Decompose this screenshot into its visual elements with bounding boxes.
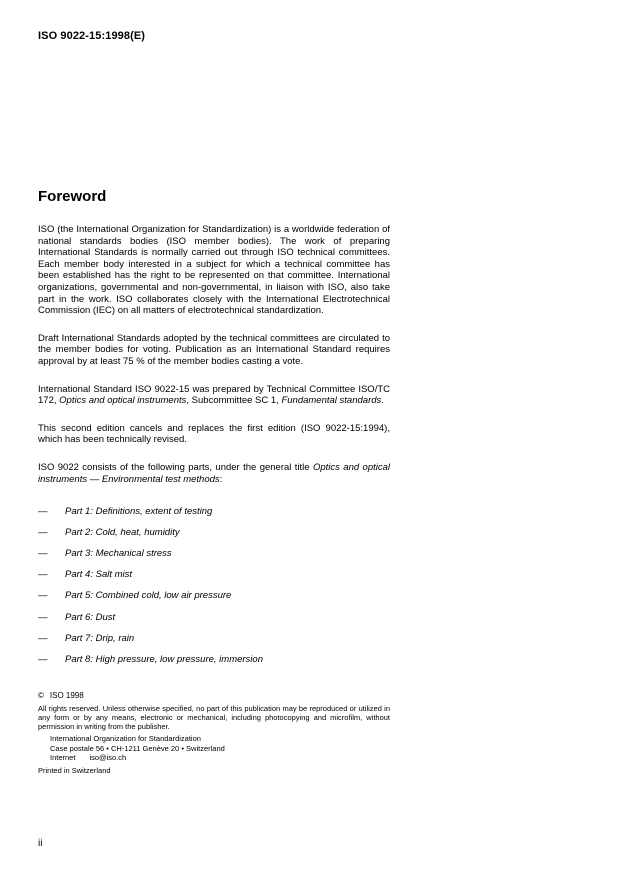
paragraph-text: . [381,395,384,407]
foreword-paragraph-3 [38,384,390,407]
part-item [38,633,390,645]
internet-label: Internet [50,752,76,762]
printed-in-line: Printed in Switzerland [38,765,111,775]
copyright-notice [38,691,390,700]
page-number: ii [38,838,43,849]
paragraph-text: ISO 9022 consists of the following parts, under the general title [38,461,313,473]
part-item [38,569,390,581]
part-item [38,527,390,539]
part-item-label: Part 3: Mechanical stress [65,548,172,560]
part-item [38,654,390,666]
parts-list [38,506,390,665]
em-dash: — [38,569,48,581]
paragraph-text: , Subcommittee SC 1, [186,395,282,407]
part-item-label: Part 2: Cold, heat, humidity [65,527,180,539]
publisher-address-block [50,734,390,762]
part-item [38,506,390,518]
publisher-org-name: International Organization for Standardization [50,734,201,744]
em-dash: — [38,590,48,602]
copyright-symbol: © [38,691,44,701]
em-dash: — [38,527,48,539]
rights-statement: All rights reserved. Unless otherwise specified, no part of this publication may be reproduced or utilized in any form or by any means, electronic or mechanical, including photocopying and microfilm, without permission in writing from the publisher. [38,704,390,732]
em-dash: — [38,548,48,560]
subcommittee-title-italic: Fundamental standards [281,395,382,407]
series-title-italic: Optics and optical instruments — Environmental test methods [38,461,391,485]
paragraph-text: : [219,473,223,485]
part-item-label: Part 7: Drip, rain [65,632,135,644]
text-column [38,0,390,775]
part-item [38,612,390,624]
part-item-label: Part 1: Definitions, extent of testing [65,506,213,518]
foreword-paragraph-2: Draft International Standards adopted by the technical committees are circulated to the member bodies for voting. Publication as an International Standard requires approval by at least 75 % of the member bodies casting a vote. [38,332,390,367]
copyright-text: ISO 1998 [49,691,84,701]
em-dash: — [38,611,48,623]
em-dash: — [38,653,48,665]
committee-title-italic: Optics and optical instruments [59,395,187,407]
part-item-label: Part 4: Salt mist [65,569,133,581]
part-item-label: Part 6: Dust [65,611,116,623]
publisher-internet-line [50,753,390,762]
foreword-heading: Foreword [38,188,107,205]
foreword-paragraph-4: This second edition cancels and replaces the first edition (ISO 9022-15:1994), which has been technically revised. [38,422,390,446]
publisher-postal-address: Case postale 56 • CH-1211 Genève 20 • Switzerland [50,743,225,753]
part-item-label: Part 8: High pressure, low pressure, immersion [65,653,263,665]
part-item [38,548,390,560]
foreword-paragraph-5 [38,462,390,485]
em-dash: — [38,632,48,644]
internet-email: iso@iso.ch [89,752,127,762]
iso-reference-header: ISO 9022-15:1998(E) [38,30,146,42]
part-item [38,590,390,602]
part-item-label: Part 5: Combined cold, low air pressure [65,590,232,602]
em-dash: — [38,506,48,518]
copyright-footer [38,691,390,775]
paragraph-text: International Standard ISO 9022-15 was prepared by Technical Committee ISO/TC 172, [38,383,390,407]
foreword-paragraph-1: ISO (the International Organization for Standardization) is a worldwide federation of national standards bodies (ISO member bodies). The work of preparing International Standards is normally carried out through ISO technical committees. Each member body interested in a subject for which a technical committee has been established has the right to be represented on that committee. International organizations, governmental and non-governmental, in liaison with ISO, also take part in the work. ISO collaborates closely with the International Electrotechnical Commission (IEC) on all matters of electrotechnical standardization. [38,224,390,317]
